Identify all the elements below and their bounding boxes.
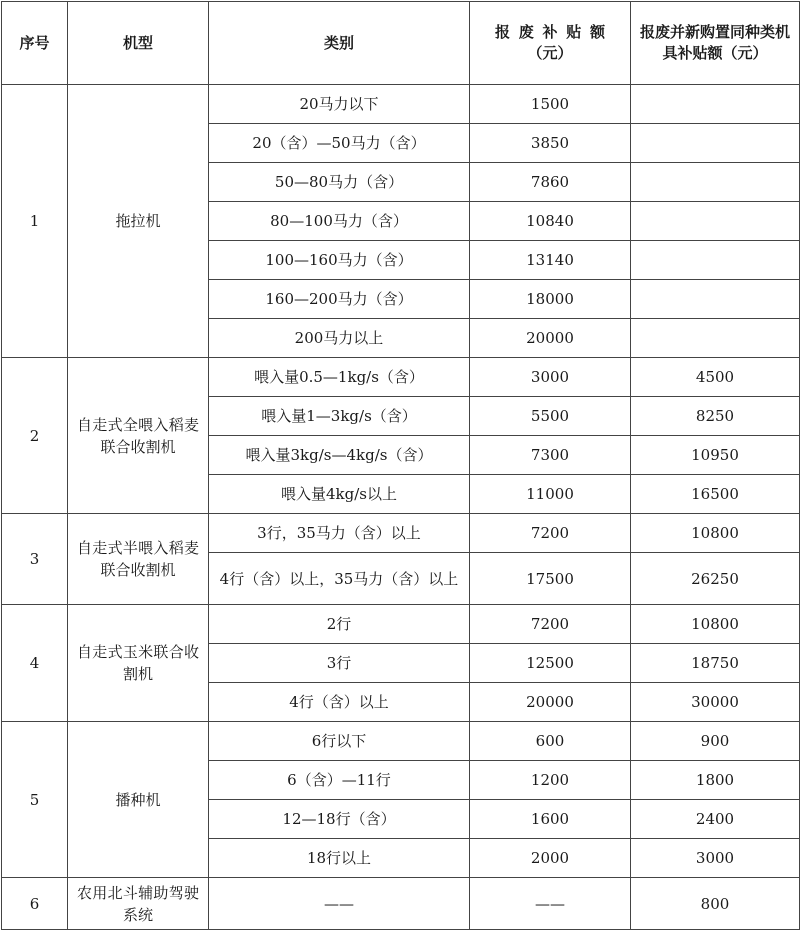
row-category: 6（含）—11行 (209, 761, 470, 800)
row-scrap-subsidy: 3850 (470, 124, 631, 163)
row-no: 4 (2, 605, 68, 722)
table-row (2, 514, 800, 553)
row-new-subsidy (631, 241, 800, 280)
row-scrap-subsidy: 2000 (470, 839, 631, 878)
row-category: 100—160马力（含） (209, 241, 470, 280)
table-row (2, 358, 800, 397)
row-category: 20马力以下 (209, 85, 470, 124)
row-scrap-subsidy: 11000 (470, 475, 631, 514)
subsidy-table (1, 1, 800, 930)
row-scrap-subsidy: 7200 (470, 605, 631, 644)
row-new-subsidy: 30000 (631, 683, 800, 722)
table-row (2, 85, 800, 124)
row-category: —— (209, 878, 470, 930)
row-model: 播种机 (68, 722, 209, 878)
row-new-subsidy (631, 280, 800, 319)
row-scrap-subsidy: 12500 (470, 644, 631, 683)
row-category: 200马力以上 (209, 319, 470, 358)
row-category: 喂入量1—3kg/s（含） (209, 397, 470, 436)
row-new-subsidy: 4500 (631, 358, 800, 397)
row-category: 20（含）—50马力（含） (209, 124, 470, 163)
row-no: 5 (2, 722, 68, 878)
row-new-subsidy: 900 (631, 722, 800, 761)
header-model: 机型 (68, 2, 209, 85)
row-category: 80—100马力（含） (209, 202, 470, 241)
row-category: 50—80马力（含） (209, 163, 470, 202)
row-scrap-subsidy: —— (470, 878, 631, 930)
table-row (2, 605, 800, 644)
row-scrap-subsidy: 600 (470, 722, 631, 761)
row-new-subsidy: 2400 (631, 800, 800, 839)
row-no: 3 (2, 514, 68, 605)
header-scrap-subsidy: 报废补贴额（元） (470, 2, 631, 85)
row-new-subsidy (631, 85, 800, 124)
row-scrap-subsidy: 7200 (470, 514, 631, 553)
header-row (2, 2, 800, 85)
header-scrap-and-buy-subsidy: 报废并新购置同种类机具补贴额（元） (631, 2, 800, 85)
row-new-subsidy: 16500 (631, 475, 800, 514)
row-new-subsidy: 10800 (631, 514, 800, 553)
row-model: 拖拉机 (68, 85, 209, 358)
row-scrap-subsidy: 13140 (470, 241, 631, 280)
row-category: 2行 (209, 605, 470, 644)
row-scrap-subsidy: 1200 (470, 761, 631, 800)
row-category: 喂入量0.5—1kg/s（含） (209, 358, 470, 397)
row-scrap-subsidy: 3000 (470, 358, 631, 397)
row-scrap-subsidy: 17500 (470, 553, 631, 605)
row-scrap-subsidy: 5500 (470, 397, 631, 436)
row-category: 18行以上 (209, 839, 470, 878)
row-scrap-subsidy: 10840 (470, 202, 631, 241)
row-model: 自走式半喂入稻麦联合收割机 (68, 514, 209, 605)
row-new-subsidy: 10800 (631, 605, 800, 644)
row-new-subsidy: 10950 (631, 436, 800, 475)
row-new-subsidy: 1800 (631, 761, 800, 800)
row-scrap-subsidy: 20000 (470, 683, 631, 722)
row-new-subsidy: 18750 (631, 644, 800, 683)
table-row (2, 878, 800, 930)
row-category: 喂入量4kg/s以上 (209, 475, 470, 514)
row-new-subsidy (631, 163, 800, 202)
row-category: 3行 (209, 644, 470, 683)
row-category: 12—18行（含） (209, 800, 470, 839)
row-scrap-subsidy: 1500 (470, 85, 631, 124)
row-category: 3行，35马力（含）以上 (209, 514, 470, 553)
row-new-subsidy: 8250 (631, 397, 800, 436)
row-scrap-subsidy: 1600 (470, 800, 631, 839)
row-no: 1 (2, 85, 68, 358)
row-model: 自走式全喂入稻麦联合收割机 (68, 358, 209, 514)
header-no: 序号 (2, 2, 68, 85)
row-new-subsidy (631, 124, 800, 163)
row-model: 自走式玉米联合收割机 (68, 605, 209, 722)
row-new-subsidy (631, 319, 800, 358)
row-no: 6 (2, 878, 68, 930)
row-new-subsidy: 26250 (631, 553, 800, 605)
row-category: 4行（含）以上 (209, 683, 470, 722)
row-category: 喂入量3kg/s—4kg/s（含） (209, 436, 470, 475)
row-category: 160—200马力（含） (209, 280, 470, 319)
row-scrap-subsidy: 7300 (470, 436, 631, 475)
row-category: 6行以下 (209, 722, 470, 761)
row-scrap-subsidy: 18000 (470, 280, 631, 319)
row-new-subsidy: 800 (631, 878, 800, 930)
row-new-subsidy (631, 202, 800, 241)
row-scrap-subsidy: 20000 (470, 319, 631, 358)
row-no: 2 (2, 358, 68, 514)
row-category: 4行（含）以上，35马力（含）以上 (209, 553, 470, 605)
table-row (2, 722, 800, 761)
row-scrap-subsidy: 7860 (470, 163, 631, 202)
row-new-subsidy: 3000 (631, 839, 800, 878)
row-model: 农用北斗辅助驾驶系统 (68, 878, 209, 930)
header-category: 类别 (209, 2, 470, 85)
